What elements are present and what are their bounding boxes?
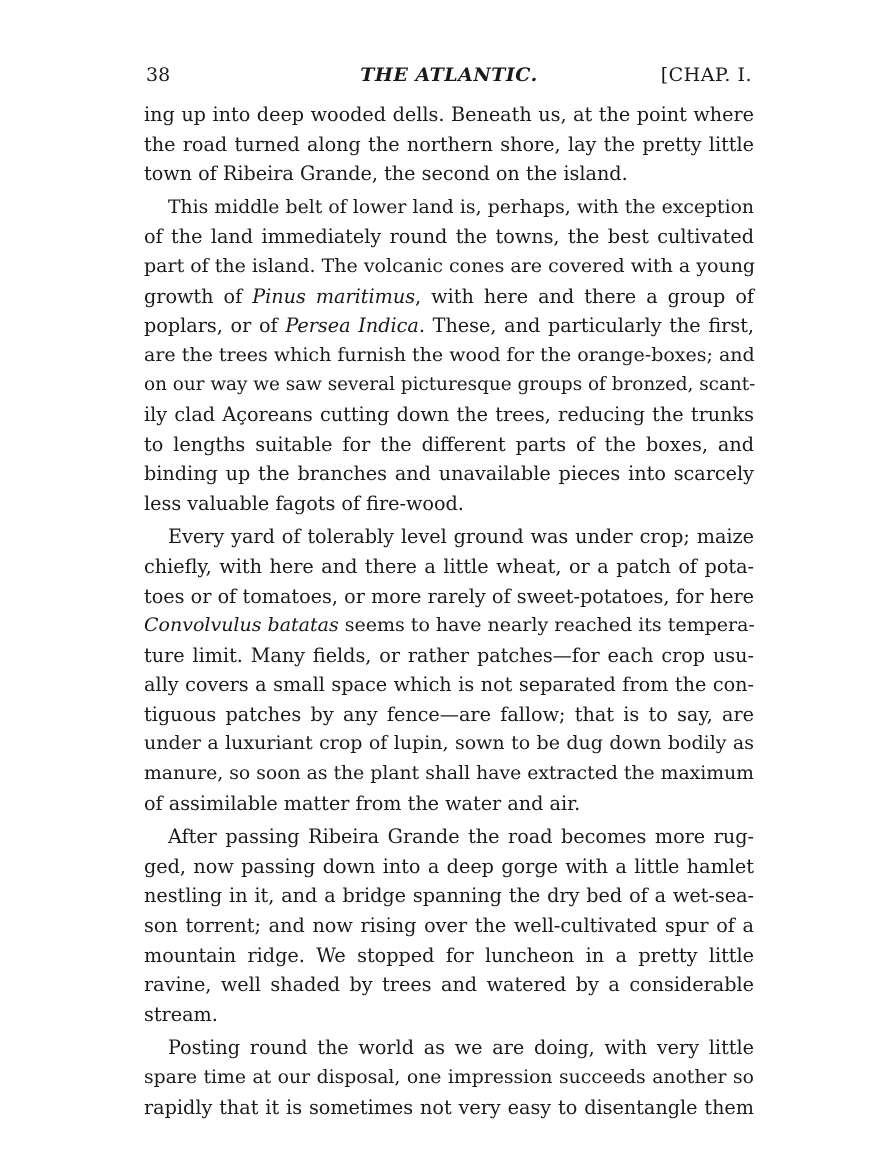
text-line: manure, so soon as the plant shall have extracted the maximum [144,763,754,785]
page-number: 38 [146,64,171,86]
text-line: stream. [144,1002,218,1026]
text-line: This middle belt of lower land is, perhaps, with the exception [168,196,754,218]
chapter-reference: [CHAP. I. [660,64,752,86]
paragraph-4 [144,822,754,1029]
text-line: toes or of tomatoes, or more rarely of sweet-potatoes, for here [144,584,754,608]
paragraph-1 [144,100,754,189]
text-line: binding up the branches and unavailable pieces into scarcely [144,462,754,486]
text-line: son torrent; and now rising over the well-cultivated spur of a [144,914,754,938]
text-line: After passing Ribeira Grande the road becomes more rug- [168,825,754,849]
paragraph-3 [144,522,754,818]
text-line: poplars, or of Persea Indica. These, and particularly the first, [144,314,755,338]
latin-name: Persea Indica [285,314,419,338]
text-line: ged, now passing down into a deep gorge with a little hamlet [144,854,754,878]
text-line: are the trees which furnish the wood for the orange-boxes; and [144,343,755,366]
text-line: spare time at our disposal, one impression succeeds another so [144,1067,754,1088]
text-line: of the land immediately round the towns, the best cultivated [144,225,754,249]
text-line: tiguous patches by any fence—are fallow; that is to say, are [144,702,754,726]
text-line: nestling in it, and a bridge spanning the dry bed of a wet-sea- [144,884,754,908]
text-line: chiefly, with here and there a little wheat, or a patch of pota- [144,554,754,578]
running-title: THE ATLANTIC. [360,64,538,86]
text-line: ally covers a small space which is not separated from the con- [144,673,754,697]
text-line: Every yard of tolerably level ground was under crop; maize [168,525,754,549]
text-line: town of Ribeira Grande, the second on the island. [144,162,628,186]
text-line: under a luxuriant crop of lupin, sown to be dug down bodily as [144,732,754,755]
text-line: Convolvulus batatas seems to have nearly reached its tempera- [144,614,755,637]
text-line: on our way we saw several picturesque groups of bronzed, scant- [144,374,756,396]
text-line: part of the island. The volcanic cones are covered with a young [144,254,756,277]
paragraph-2 [144,193,754,519]
text-line: ravine, well shaded by trees and watered by a considerable [144,973,754,997]
paragraph-5 [144,1033,754,1122]
text-line: ture limit. Many fields, or rather patches—for each crop usu- [144,643,754,667]
text-line: Posting round the world as we are doing, with very little [168,1036,754,1060]
text-line: rapidly that it is sometimes not very easy to disentangle them [144,1095,754,1119]
body-text [144,100,754,1122]
text-line: the road turned along the northern shore, lay the pretty little [144,132,754,156]
text-line: mountain ridge. We stopped for luncheon in a pretty little [144,943,754,967]
text-line: ily clad Açoreans cutting down the trees, reducing the trunks [144,402,754,426]
text-line: less valuable fagots of fire-wood. [144,491,464,515]
text-line: growth of Pinus maritimus, with here and there a group of [144,284,754,308]
latin-name: Convolvulus batatas [144,614,339,637]
latin-name: Pinus maritimus [252,284,416,308]
text-line: of assimilable matter from the water and air. [144,791,581,815]
running-head [146,60,752,92]
text-line: ing up into deep wooded dells. Beneath us, at the point where [144,103,754,126]
text-line: to lengths suitable for the different parts of the boxes, and [144,432,754,456]
